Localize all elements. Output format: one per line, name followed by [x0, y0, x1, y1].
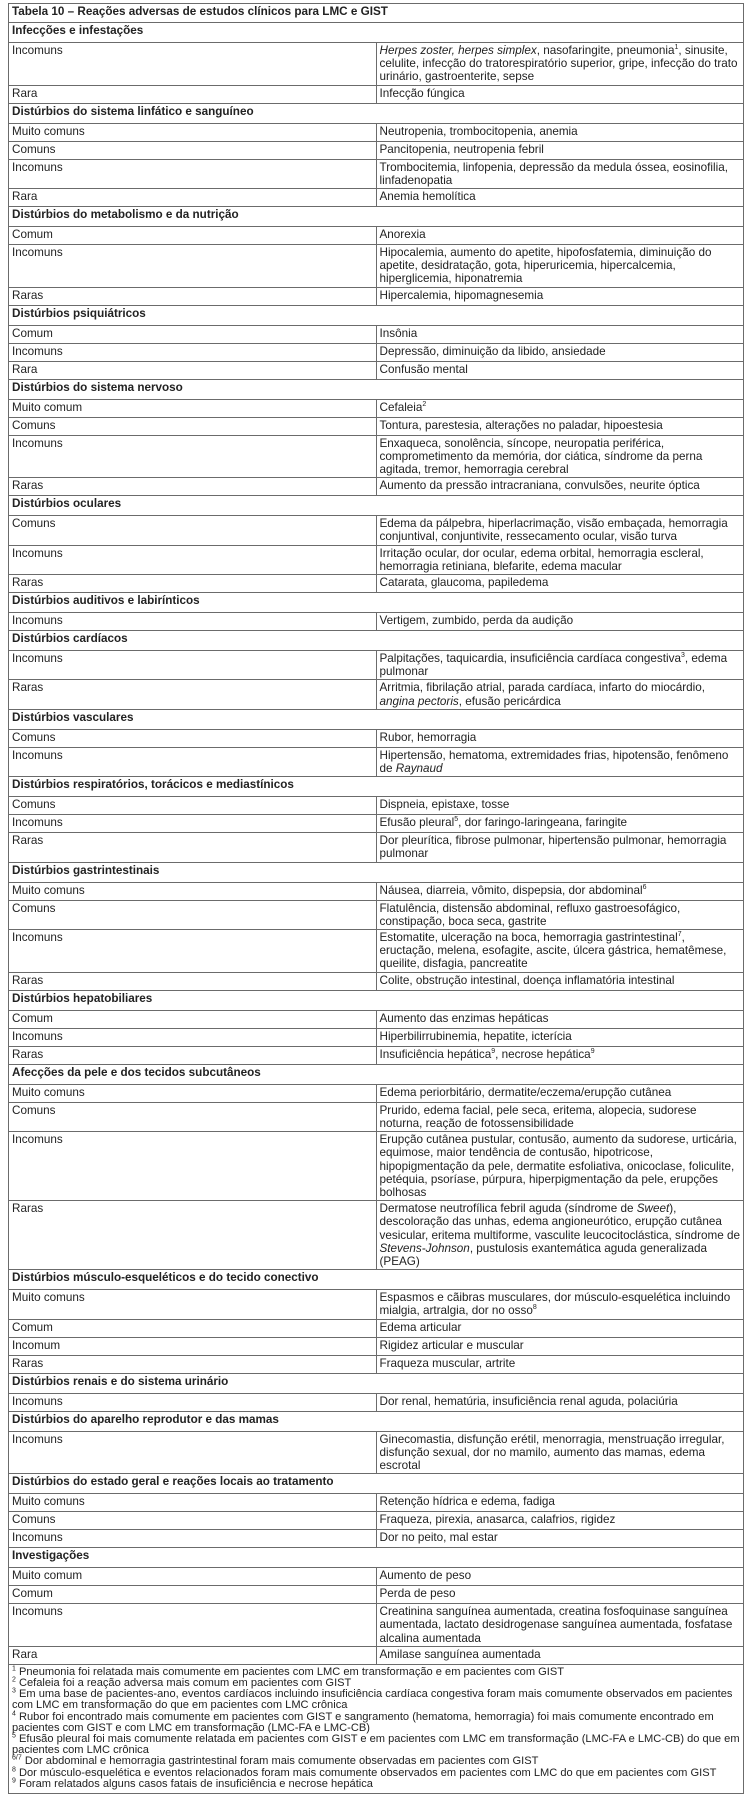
table-row	[9, 1290, 744, 1319]
frequency-cell: Comuns	[9, 516, 377, 545]
reactions-cell	[376, 545, 744, 574]
frequency-cell: Comuns	[9, 417, 377, 435]
table-row	[9, 575, 744, 593]
reactions-cell	[376, 361, 744, 379]
frequency-cell: Incomuns	[9, 815, 377, 833]
reactions-cell	[376, 85, 744, 103]
italic-term: Herpes zoster, herpes simplex	[379, 44, 537, 57]
frequency-cell: Raras	[9, 287, 377, 305]
frequency-cell: Incomuns	[9, 1530, 377, 1548]
reactions-cell	[376, 1530, 744, 1548]
reaction-text: Irritação ocular, dor ocular, edema orbital, hemorragia escleral, hemorragia retiniana, blefarite, edema macular	[379, 546, 704, 573]
table-row	[9, 613, 744, 631]
footnote-mark: 5	[12, 1732, 16, 1740]
table-row	[9, 651, 744, 680]
frequency-cell: Raras	[9, 680, 377, 709]
section-heading: Distúrbios do sistema nervoso	[9, 379, 744, 399]
reaction-text: , eructação, melena, esofagite, ascite, úlcera gástrica, hematêmese, queilite, disfagia, pancreatite	[379, 931, 727, 971]
footnote-reference: 5	[454, 816, 459, 824]
table-row	[9, 1337, 744, 1355]
reaction-text: Dermatose neutrofílica febril aguda (síndrome de	[379, 1202, 637, 1216]
reaction-text: Anorexia	[379, 228, 426, 242]
reaction-text: Neutropenia, trombocitopenia, anemia	[379, 124, 578, 138]
reactions-cell	[376, 159, 744, 188]
footnote-text: Dor abdominal e hemorragia gastrintestinal foram mais comumente observadas em pacientes com GIST	[21, 1755, 539, 1768]
reactions-cell	[376, 1010, 744, 1028]
reaction-text: Retenção hídrica e edema, fadiga	[379, 1495, 555, 1509]
frequency-cell: Incomuns	[9, 545, 377, 574]
frequency-cell: Incomuns	[9, 159, 377, 188]
reactions-cell	[376, 123, 744, 141]
table-row	[9, 1201, 744, 1270]
reaction-text: Edema da pálpebra, hiperlacrimação, visão embaçada, hemorragia conjuntival, conjuntivite, ressecamento ocular, visão turva	[379, 517, 728, 544]
section-header-row	[9, 23, 744, 43]
section-heading: Distúrbios do sistema linfático e sanguíneo	[9, 103, 744, 123]
section-header-row	[9, 593, 744, 613]
reactions-cell	[376, 815, 744, 833]
frequency-cell: Comuns	[9, 141, 377, 159]
reactions-cell	[376, 435, 744, 478]
footnote-reference: 9	[590, 1047, 595, 1055]
table-row	[9, 1102, 744, 1131]
frequency-cell: Comuns	[9, 797, 377, 815]
table-row	[9, 1568, 744, 1586]
table-row	[9, 1393, 744, 1411]
frequency-cell: Comuns	[9, 900, 377, 929]
footnote-mark: 9	[12, 1777, 16, 1785]
table-row	[9, 930, 744, 973]
table-row	[9, 729, 744, 747]
reaction-text: Dor pleurítica, fibrose pulmonar, hipertensão pulmonar, hemorragia pulmonar	[379, 834, 727, 861]
reactions-cell	[376, 1512, 744, 1530]
frequency-cell: Raras	[9, 1355, 377, 1373]
table-row	[9, 680, 744, 709]
table-row	[9, 1512, 744, 1530]
table-row	[9, 815, 744, 833]
reaction-text: Infecção fúngica	[379, 86, 465, 100]
table-row	[9, 123, 744, 141]
reactions-cell	[376, 227, 744, 245]
reaction-text: Hiperbilirrubinemia, hepatite, icterícia	[379, 1029, 572, 1043]
section-heading: Distúrbios cardíacos	[9, 631, 744, 651]
reactions-cell	[376, 651, 744, 680]
footnote	[12, 1779, 740, 1790]
table-row	[9, 900, 744, 929]
table-row	[9, 417, 744, 435]
reactions-cell	[376, 287, 744, 305]
reaction-text: Cefaleia	[379, 400, 423, 414]
reactions-cell	[376, 1102, 744, 1131]
section-header-row	[9, 1270, 744, 1290]
reactions-cell	[376, 343, 744, 361]
frequency-cell: Incomuns	[9, 930, 377, 973]
section-header-row	[9, 1474, 744, 1494]
reaction-text: Pancitopenia, neutropenia febril	[379, 142, 544, 156]
table-row	[9, 1028, 744, 1046]
reactions-cell	[376, 1028, 744, 1046]
frequency-cell: Incomuns	[9, 343, 377, 361]
italic-term: Raynaud	[395, 762, 443, 776]
reactions-cell	[376, 1084, 744, 1102]
reaction-text: Aumento da pressão intracraniana, convulsões, neurite óptica	[379, 479, 700, 493]
frequency-cell: Incomuns	[9, 43, 377, 86]
table-row	[9, 1046, 744, 1064]
section-heading: Afecções da pele e dos tecidos subcutâneos	[9, 1064, 744, 1084]
section-heading: Distúrbios do metabolismo e da nutrição	[9, 207, 744, 227]
section-heading: Distúrbios gastrintestinais	[9, 862, 744, 882]
table-row	[9, 1355, 744, 1373]
frequency-cell: Muito comuns	[9, 123, 377, 141]
reaction-text: Colite, obstrução intestinal, doença inflamatória intestinal	[379, 973, 675, 987]
reactions-cell	[376, 399, 744, 417]
reactions-cell	[376, 1355, 744, 1373]
reactions-cell	[376, 189, 744, 207]
frequency-cell: Comuns	[9, 729, 377, 747]
reactions-cell	[376, 680, 744, 709]
table-row	[9, 478, 744, 496]
reactions-cell	[376, 1568, 744, 1586]
footnote-mark: 1	[12, 1665, 16, 1673]
section-header-row	[9, 207, 744, 227]
reactions-cell	[376, 1431, 744, 1474]
reaction-text: Creatinina sanguínea aumentada, creatina fosfoquinase sanguínea aumentada, lactato desidrogenase sanguínea aumentada, fosfatase alcalina aumentada	[379, 1605, 733, 1645]
reactions-cell	[376, 1290, 744, 1319]
footnote-text: Em uma base de pacientes-ano, eventos cardíacos incluindo insuficiência cardíaca congestiva foram mais comumente observados em pacientes com LMC em transformação do que em pacientes com LMC crônica	[12, 1688, 733, 1712]
table-row	[9, 516, 744, 545]
document	[8, 3, 744, 1794]
section-header-row	[9, 1064, 744, 1084]
table-row	[9, 141, 744, 159]
section-header-row	[9, 631, 744, 651]
frequency-cell: Muito comuns	[9, 1290, 377, 1319]
footnotes	[9, 1664, 744, 1793]
footnote-text: Pneumonia foi relatada mais comumente em pacientes com LMC em transformação e em pacientes com GIST	[15, 1665, 565, 1678]
frequency-cell: Incomuns	[9, 613, 377, 631]
reactions-cell	[376, 1201, 744, 1270]
reaction-text: Trombocitemia, linfopenia, depressão da medula óssea, eosinofilia, linfadenopatia	[379, 160, 728, 187]
reaction-text: , nasofaringite, pneumonia	[536, 44, 675, 57]
reaction-text: Perda de peso	[379, 1587, 456, 1601]
italic-term: Sweet	[636, 1202, 670, 1216]
reaction-text: Náusea, diarreia, vômito, dispepsia, dor abdominal	[379, 883, 643, 897]
footnote-mark: 6/7	[12, 1754, 22, 1762]
reactions-cell	[376, 575, 744, 593]
table-row	[9, 399, 744, 417]
reactions-cell	[376, 141, 744, 159]
section-header-row	[9, 1373, 744, 1393]
section-header-row	[9, 777, 744, 797]
reaction-text: Depressão, diminuição da libido, ansiedade	[379, 344, 606, 358]
reactions-cell	[376, 516, 744, 545]
table-row	[9, 1084, 744, 1102]
section-heading: Distúrbios oculares	[9, 496, 744, 516]
reaction-text: , efusão pericárdica	[458, 694, 561, 708]
frequency-cell: Incomuns	[9, 651, 377, 680]
reaction-text: Prurido, edema facial, pele seca, eritema, alopecia, sudorese noturna, reação de fotossensibilidade	[379, 1103, 697, 1130]
table-row	[9, 972, 744, 990]
frequency-cell: Incomuns	[9, 1431, 377, 1474]
footnote-reference: 6	[642, 883, 647, 891]
reaction-text: Enxaqueca, sonolência, síncope, neuropatia periférica, comprometimento da memória, dor ciática, síndrome da perna agitada, tremor, hemorragia cerebral	[379, 436, 703, 477]
reaction-text: Ginecomastia, disfunção erétil, menorragia, menstruação irregular, disfunção sexual, dor no mamilo, aumento das mamas, edema escrotal	[379, 1432, 725, 1472]
reactions-cell	[376, 245, 744, 288]
table-row	[9, 227, 744, 245]
reactions-cell	[376, 797, 744, 815]
footnote-text: Foram relatados alguns casos fatais de insuficiência e necrose hepática	[15, 1777, 373, 1790]
table-row	[9, 1010, 744, 1028]
table-row	[9, 1494, 744, 1512]
section-heading: Infecções e infestações	[9, 23, 744, 43]
reaction-text: , edema pulmonar	[379, 652, 728, 679]
frequency-cell: Comum	[9, 325, 377, 343]
frequency-cell: Rara	[9, 189, 377, 207]
table-row	[9, 1530, 744, 1548]
reaction-text: Hipercalemia, hipomagnesemia	[379, 288, 544, 302]
reaction-text: Edema periorbitário, dermatite/eczema/erupção cutânea	[379, 1085, 672, 1099]
footnotes-row	[9, 1664, 744, 1793]
footnote	[12, 1689, 740, 1711]
reactions-cell	[376, 1337, 744, 1355]
reaction-text: Dispneia, epistaxe, tosse	[379, 798, 510, 812]
table-title-row	[9, 4, 744, 23]
reactions-cell	[376, 1046, 744, 1064]
reactions-cell	[376, 417, 744, 435]
reactions-cell	[376, 43, 744, 86]
frequency-cell: Incomuns	[9, 1028, 377, 1046]
section-header-row	[9, 709, 744, 729]
reaction-text: ), descoloração das unhas, edema angioneurótico, erupção cutânea vesicular, eritema multiforme, vasculite leucocitoclástica, síndrome de	[379, 1202, 741, 1242]
frequency-cell: Comum	[9, 227, 377, 245]
section-header-row	[9, 379, 744, 399]
table-title: Tabela 10 – Reações adversas de estudos clínicos para LMC e GIST	[9, 4, 744, 23]
frequency-cell: Incomum	[9, 1337, 377, 1355]
section-heading: Investigações	[9, 1548, 744, 1568]
section-heading: Distúrbios auditivos e labirínticos	[9, 593, 744, 613]
reaction-text: Edema articular	[379, 1320, 462, 1334]
footnote-text: Cefaleia foi a reação adversa mais comum em pacientes com GIST	[15, 1676, 352, 1689]
section-header-row	[9, 862, 744, 882]
section-header-row	[9, 1548, 744, 1568]
frequency-cell: Muito comum	[9, 399, 377, 417]
table-row	[9, 1431, 744, 1474]
section-heading: Distúrbios do aparelho reprodutor e das mamas	[9, 1411, 744, 1431]
reaction-text: Rubor, hemorragia	[379, 730, 477, 744]
frequency-cell: Incomuns	[9, 245, 377, 288]
reaction-text: Anemia hemolítica	[379, 190, 476, 204]
footnote	[12, 1734, 740, 1756]
reaction-text: Espasmos e cãibras musculares, dor músculo-esquelética incluindo mialgia, artralgia, dor no osso	[379, 1291, 731, 1318]
reactions-cell	[376, 1586, 744, 1604]
table-row	[9, 287, 744, 305]
section-heading: Distúrbios renais e do sistema urinário	[9, 1373, 744, 1393]
section-heading: Distúrbios psiquiátricos	[9, 305, 744, 325]
frequency-cell: Rara	[9, 85, 377, 103]
reaction-text: , pustulosis exantemática aguda generalizada (PEAG)	[379, 1241, 707, 1268]
frequency-cell: Muito comuns	[9, 1494, 377, 1512]
footnote-text: Dor músculo-esquelética e eventos relacionados foram mais comumente observados em pacientes com LMC do que em pacientes com GIST	[15, 1766, 717, 1779]
frequency-cell: Incomuns	[9, 435, 377, 478]
footnote-reference: 2	[422, 400, 427, 408]
footnote	[12, 1709, 740, 1734]
reactions-cell	[376, 1393, 744, 1411]
footnote-mark: 4	[12, 1709, 16, 1717]
section-heading: Distúrbios hepatobiliares	[9, 990, 744, 1010]
footnote-text: Rubor foi encontrado mais comumente em pacientes com GIST e sangramento (hematoma, hemorragia) foi mais comumente encontrado em pacientes com GIST e com LMC em transformação (LMC-FA e LMC-CB)	[12, 1710, 714, 1734]
reaction-text: Insuficiência hepática	[379, 1047, 492, 1061]
reaction-text: Aumento das enzimas hepáticas	[379, 1011, 549, 1025]
table-row	[9, 85, 744, 103]
reaction-text: Fraqueza, pirexia, anasarca, calafrios, rigidez	[379, 1513, 616, 1527]
footnote-reference: 3	[680, 652, 685, 660]
section-heading: Distúrbios vasculares	[9, 709, 744, 729]
reaction-text: Amilase sanguínea aumentada	[379, 1647, 541, 1661]
reaction-text: Vertigem, zumbido, perda da audição	[379, 614, 574, 628]
frequency-cell: Comum	[9, 1586, 377, 1604]
footnote-mark: 2	[12, 1676, 16, 1684]
table-row	[9, 1319, 744, 1337]
reactions-cell	[376, 972, 744, 990]
reactions-cell	[376, 729, 744, 747]
section-heading: Distúrbios respiratórios, torácicos e mediastínicos	[9, 777, 744, 797]
reaction-text: Estomatite, ulceração na boca, hemorragia gastrintestinal	[379, 931, 678, 945]
reactions-cell	[376, 1132, 744, 1201]
frequency-cell: Comuns	[9, 1102, 377, 1131]
frequency-cell: Rara	[9, 1646, 377, 1664]
reaction-text: Efusão pleural	[379, 816, 455, 830]
reactions-cell	[376, 1494, 744, 1512]
section-header-row	[9, 103, 744, 123]
reaction-text: Erupção cutânea pustular, contusão, aumento da sudorese, urticária, equimose, maior tendência de contusão, hipotricose, hipopigmentação da pele, dermatite esfoliativa, onicoclase, foliculite, petéquia, psoríase, púrpura, hiperpigmentação da pele, erupções bolhosas	[379, 1133, 737, 1199]
reaction-text: Dor renal, hematúria, insuficiência renal aguda, polaciúria	[379, 1394, 678, 1408]
table-row	[9, 1132, 744, 1201]
footnote-reference: 1	[674, 44, 679, 52]
section-header-row	[9, 1411, 744, 1431]
reactions-cell	[376, 1646, 744, 1664]
footnote-text: Efusão pleural foi mais comumente relatada em pacientes com GIST e em pacientes com LMC em transformação (LMC-FA e LMC-CB) do que em pacientes com LMC crônica	[12, 1732, 740, 1757]
reactions-cell	[376, 900, 744, 929]
reaction-text: Tontura, parestesia, alterações no paladar, hipoestesia	[379, 418, 663, 432]
section-heading: Distúrbios do estado geral e reações locais ao tratamento	[9, 1474, 744, 1494]
italic-term: Stevens-Johnson	[379, 1241, 470, 1255]
table-row	[9, 435, 744, 478]
frequency-cell: Comum	[9, 1319, 377, 1337]
reaction-text: Confusão mental	[379, 362, 468, 376]
reaction-text: , necrose hepática	[495, 1047, 591, 1061]
reaction-text: Palpitações, taquicardia, insuficiência cardíaca congestiva	[379, 652, 681, 666]
table-row	[9, 1646, 744, 1664]
frequency-cell: Raras	[9, 1046, 377, 1064]
frequency-cell: Rara	[9, 361, 377, 379]
table-row	[9, 747, 744, 776]
italic-term: angina pectoris	[379, 694, 459, 708]
reaction-text: , dor faringo-laringeana, faringite	[458, 816, 628, 830]
reactions-cell	[376, 1319, 744, 1337]
adverse-reactions-table	[8, 3, 744, 1794]
frequency-cell: Muito comum	[9, 1568, 377, 1586]
frequency-cell: Raras	[9, 575, 377, 593]
frequency-cell: Raras	[9, 972, 377, 990]
table-row	[9, 882, 744, 900]
frequency-cell: Incomuns	[9, 1393, 377, 1411]
frequency-cell: Raras	[9, 1201, 377, 1270]
reaction-text: Dor no peito, mal estar	[379, 1531, 498, 1545]
reaction-text: Aumento de peso	[379, 1569, 472, 1583]
table-row	[9, 797, 744, 815]
reaction-text: Flatulência, distensão abdominal, refluxo gastroesofágico, constipação, boca seca, gastrite	[379, 901, 681, 928]
section-heading: Distúrbios músculo-esqueléticos e do tecido conectivo	[9, 1270, 744, 1290]
section-header-row	[9, 496, 744, 516]
table-body	[9, 4, 744, 1794]
table-row	[9, 245, 744, 288]
frequency-cell: Raras	[9, 833, 377, 862]
reactions-cell	[376, 1604, 744, 1647]
reactions-cell	[376, 833, 744, 862]
table-row	[9, 545, 744, 574]
frequency-cell: Raras	[9, 478, 377, 496]
table-row	[9, 1586, 744, 1604]
table-row	[9, 159, 744, 188]
reaction-text: Arritmia, fibrilação atrial, parada cardíaca, infarto do miocárdio,	[379, 681, 705, 695]
reaction-text: Catarata, glaucoma, papiledema	[379, 576, 549, 590]
table-row	[9, 189, 744, 207]
reaction-text: Insônia	[379, 326, 418, 340]
footnote-reference: 8	[532, 1304, 537, 1312]
table-row	[9, 361, 744, 379]
reactions-cell	[376, 747, 744, 776]
section-header-row	[9, 990, 744, 1010]
reaction-text: Fraqueza muscular, artrite	[379, 1356, 516, 1370]
reaction-text: Hipocalemia, aumento do apetite, hipofosfatemia, diminuição do apetite, desidratação, gota, hiperuricemia, hipercalcemia, hiperglicemia, hiponatremia	[379, 246, 712, 286]
footnote-mark: 8	[12, 1765, 16, 1773]
frequency-cell: Incomuns	[9, 1604, 377, 1647]
footnote-reference: 7	[677, 931, 682, 939]
reactions-cell	[376, 325, 744, 343]
reaction-text: , sinusite, celulite, infecção do tratorespiratório superior, gripe, infecção do trato urinário, gastroenterite, sepse	[379, 44, 738, 84]
table-row	[9, 325, 744, 343]
reactions-cell	[376, 613, 744, 631]
frequency-cell: Incomuns	[9, 747, 377, 776]
table-row	[9, 343, 744, 361]
reactions-cell	[376, 478, 744, 496]
table-row	[9, 833, 744, 862]
reactions-cell	[376, 882, 744, 900]
section-header-row	[9, 305, 744, 325]
frequency-cell: Incomuns	[9, 1132, 377, 1201]
frequency-cell: Comum	[9, 1010, 377, 1028]
reactions-cell	[376, 930, 744, 973]
table-row	[9, 1604, 744, 1647]
frequency-cell: Comuns	[9, 1512, 377, 1530]
reaction-text: Rigidez articular e muscular	[379, 1338, 524, 1352]
footnote-reference: 9	[491, 1047, 496, 1055]
frequency-cell: Muito comuns	[9, 1084, 377, 1102]
frequency-cell: Muito comuns	[9, 882, 377, 900]
table-row	[9, 43, 744, 86]
footnote-mark: 3	[12, 1687, 16, 1695]
reaction-text: Hipertensão, hematoma, extremidades frias, hipotensão, fenômeno de	[379, 748, 729, 776]
